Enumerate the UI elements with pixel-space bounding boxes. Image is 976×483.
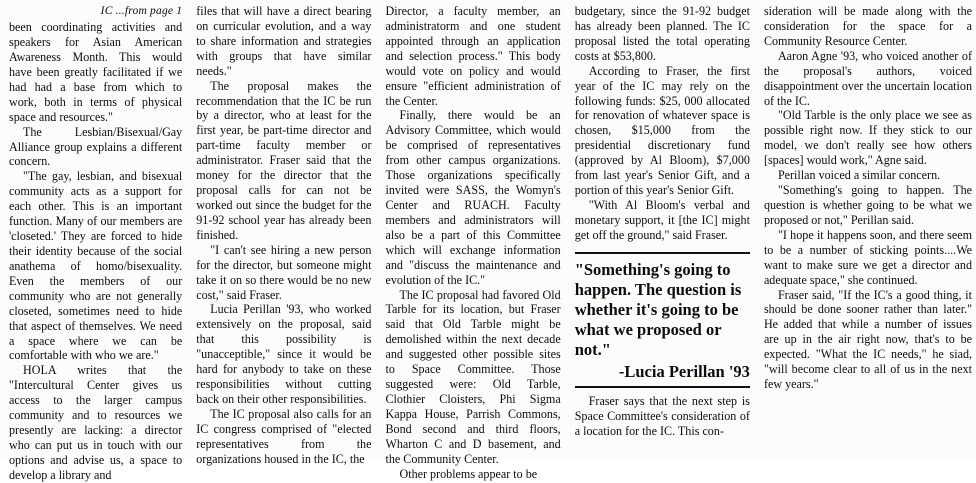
continuation-label bbox=[9, 4, 182, 18]
pull-quote-text: "Something's going to happen. The question is whether it's going to be what we proposed or not." bbox=[574, 259, 742, 359]
paragraph: Fraser says that the next step is Space Committee's consideration of a location for the IC. This con- bbox=[574, 394, 750, 439]
article-column-3 bbox=[378, 4, 567, 482]
paragraph: The proposal makes the recommendation that the IC be run by a director, who at least for the first year, be part-time director and part-time faculty member or administrator. Fraser said that the money for the director that the proposal calls for can not be worked out since the budget for the 91-92 school year has already been finished. bbox=[196, 78, 372, 242]
paragraph: "Old Tarble is the only place we see as possible right now. If they stick to our model, we don't really see how others [spaces] would work," Agne said. bbox=[763, 108, 973, 168]
paragraph: "I hope it happens soon, and there seem to be a number of sticking points....We want to make sure we get a director and adequate space," she continued. bbox=[763, 227, 973, 287]
paragraph: been coordinating activities and speakers for Asian American Awareness Month. This would have been greatly facilitated if we had had a base from which to work, both in terms of physical space and resources." bbox=[9, 20, 183, 124]
pull-quote-attribution: -Lucia Perillan '93 bbox=[618, 361, 750, 381]
paragraph: files that will have a direct bearing on curricular evolution, and a way to share information and strategies with groups that have similar needs." bbox=[196, 4, 372, 78]
article-column-5 bbox=[757, 4, 974, 392]
paragraph: Other problems appear to be bbox=[399, 466, 538, 481]
paragraph: Finally, there would be an Advisory Committee, which would be comprised of representatives from other campus organizations. Those organizations specifically invited were SASS, the Womyn's Center and RUACH. Faculty members and administrators will also be a part of this Committee which will exchange information and "discuss the maintenance and evolution of the IC." bbox=[385, 108, 561, 287]
paragraph: "The gay, lesbian, and bisexual community acts as a support for each other. This is an important function. Many of our members are 'closeted.' They are forced to hide their identity because of the social anathema of homo/bisexuality. Even the members of our community who are not generally closeted, sometimes need to hide that aspect of themselves. We need a space where we can be comfortable with who we are." bbox=[9, 169, 183, 363]
paragraph: "Something's going to happen. The question is whether going to be what we proposed or not," Perillan said. bbox=[763, 183, 973, 227]
paragraph: "With Al Bloom's verbal and monetary support, it [the IC] might get off the ground," said Fraser. bbox=[574, 197, 750, 242]
paragraph: Lucia Perillan '93, who worked extensively on the proposal, said that this possibility is "unacceptible," since it would be hard for anybody to take on these responsibilities without cutting back on their other responsibilities. bbox=[196, 302, 372, 406]
paragraph: budgetary, since the 91-92 budget has already been planned. The IC proposal listed the total operating costs at $53,800. bbox=[574, 4, 750, 63]
paragraph: According to Fraser, the first year of the IC may rely on the following funds: $25, 000 allocated for renovation of whatever space is chosen, $15,000 from the presidential discretionary fund (approved by Al Bloom), $7,000 from last year's Senior Gift, and a portion of this year's Senior Gift. bbox=[574, 63, 750, 198]
article-columns bbox=[2, 4, 974, 482]
paragraph: sideration will be made along with the consideration for the space for a Community Resource Center. bbox=[763, 4, 973, 48]
paragraph: Fraser said, "If the IC's a good thing, it should be done sooner rather than later." He added that while a number of issues are up in the air right now, that's to be expected. "What the IC needs," he siad, "will become clear to all of us in the next few years." bbox=[763, 287, 973, 392]
paragraph: Perillan voiced a similar concern. bbox=[777, 168, 941, 183]
article-column-1 bbox=[2, 4, 189, 483]
paragraph: The Lesbian/Bisexual/Gay Alliance group explains a different concern. bbox=[9, 124, 183, 169]
paragraph: The IC proposal had favored Old Tarble for its location, but Fraser said that Old Tarble might be demolished within the next decade and suggested other possible sites to Space Committee. Those suggested were: Old Tarble, Clothier Cloisters, Phi Sigma Kappa House, Parrish Commons, Bond second and third floors, Wharton C and D basement, and the Community Center. bbox=[385, 287, 561, 466]
paragraph: "I can't see hiring a new person for the director, but someone might take it on so there would be no new cost," said Fraser. bbox=[196, 242, 372, 302]
article-column-4 bbox=[568, 4, 757, 439]
paragraph: Aaron Agne '93, who voiced another of the proposal's authors, voiced disappointment over the uncertain location of the IC. bbox=[763, 48, 973, 108]
pull-quote bbox=[575, 252, 750, 389]
continuation-text: IC ...from page 1 bbox=[100, 5, 183, 17]
article-column-2 bbox=[189, 4, 378, 467]
paragraph: HOLA writes that the "Intercultural Center gives us access to the larger campus community and to resources we presently are lacking: a director who can put us in touch with our options and advise us, a space to develop a library and bbox=[9, 363, 183, 482]
paragraph: Director, a faculty member, an administratorm and one student appointed through an application and selection process." This body would vote on policy and would ensure "efficient administration of the Center. bbox=[385, 4, 561, 108]
paragraph: The IC proposal also calls for an IC congress comprised of "elected representatives from the organizations housed in the IC, the bbox=[196, 406, 372, 466]
